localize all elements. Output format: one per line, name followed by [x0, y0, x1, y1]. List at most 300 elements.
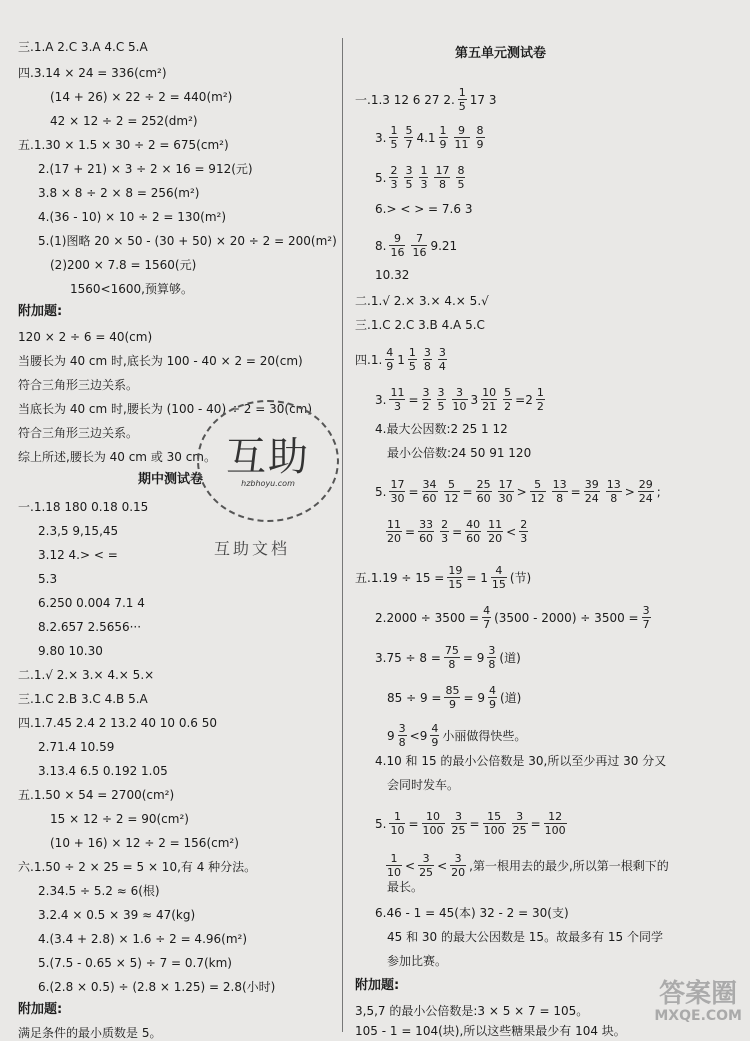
fraction-denominator: 8	[610, 492, 618, 505]
text-segment: 附加题:	[355, 978, 400, 993]
fraction-denominator: 5	[457, 178, 465, 191]
fraction-numerator: 4	[483, 604, 491, 617]
text-segment: =	[408, 392, 419, 407]
left-answer-line	[18, 690, 148, 707]
right-answer-line	[387, 684, 521, 711]
fraction	[386, 518, 402, 545]
fraction-numerator: 4	[386, 346, 394, 359]
fraction	[503, 386, 512, 413]
watermark-stamp	[197, 400, 339, 522]
fraction	[404, 164, 413, 191]
left-answer-line	[38, 594, 145, 611]
text-segment: 小丽做得快些。	[442, 728, 527, 743]
fraction-denominator: 25	[512, 824, 527, 837]
fraction	[552, 478, 568, 505]
text-segment: ,第一根用去的最少,所以第一根剩下的	[469, 858, 669, 873]
text-segment: 期中测试卷	[138, 472, 204, 487]
text-segment: =	[462, 484, 473, 499]
fraction-numerator: 3	[418, 852, 434, 866]
fraction-denominator: 4	[438, 360, 446, 373]
fraction-denominator: 2	[536, 400, 544, 413]
watermark-title: 互助	[226, 433, 310, 480]
text-segment: (3500 - 2000) ÷ 3500 =	[494, 610, 639, 625]
left-answer-line	[50, 834, 239, 851]
fraction-denominator: 21	[482, 400, 497, 413]
fraction-denominator: 9	[476, 138, 484, 151]
text-segment: 85 ÷ 9 =	[387, 690, 442, 705]
fraction	[498, 478, 514, 505]
fraction-numerator: 3	[488, 644, 496, 657]
fraction	[447, 564, 463, 591]
fraction-numerator: 2	[390, 164, 398, 177]
text-segment: (2)200 × 7.8 = 1560(元)	[50, 257, 197, 272]
text-segment: 四.3.14 × 24 = 336(cm²)	[18, 65, 167, 80]
fraction-numerator: 11	[387, 518, 401, 531]
fraction	[439, 124, 448, 151]
right-answer-line	[387, 776, 459, 793]
fraction-denominator: 5	[408, 360, 416, 373]
fraction	[451, 810, 467, 837]
left-answer-line	[18, 136, 229, 153]
fraction	[423, 346, 432, 373]
left-answer-line	[38, 570, 57, 587]
fraction-denominator: 8	[488, 658, 496, 671]
fraction-denominator: 10	[387, 866, 401, 879]
fraction-denominator: 7	[405, 138, 413, 151]
fraction-denominator: 100	[483, 824, 505, 837]
fraction-denominator: 3	[393, 400, 401, 413]
fraction-denominator: 3	[441, 532, 449, 545]
text-segment: (道)	[499, 690, 522, 705]
text-segment: 综上所述,腰长为 40 cm 或 30 cm。	[18, 449, 217, 464]
fraction	[530, 478, 546, 505]
fraction-denominator: 20	[451, 866, 466, 879]
left-answer-line	[38, 930, 247, 947]
left-answer-line	[18, 448, 216, 465]
right-answer-line	[375, 904, 569, 921]
text-segment: 8.	[375, 238, 387, 253]
right-answer-line	[375, 164, 468, 191]
text-segment: 15 × 12 ÷ 2 = 90(cm²)	[50, 811, 189, 826]
fraction-denominator: 25	[419, 866, 434, 879]
text-segment: =	[405, 524, 416, 539]
text-segment: 1560<1600,预算够。	[70, 281, 193, 296]
text-segment: 3	[470, 392, 479, 407]
left-answer-line	[18, 858, 256, 875]
fraction	[481, 386, 497, 413]
fraction-numerator: 4	[431, 722, 439, 735]
fraction-denominator: 9	[431, 736, 439, 749]
right-answer-line	[375, 386, 548, 413]
fraction-denominator: 25	[451, 824, 466, 837]
fraction	[465, 518, 481, 545]
fraction	[488, 684, 497, 711]
left-answer-line	[18, 376, 138, 393]
fraction	[385, 346, 394, 373]
text-segment: >	[624, 484, 635, 499]
right-answer-line	[375, 124, 488, 151]
text-segment: 五.1.19 ÷ 15 =	[355, 570, 445, 585]
fraction-numerator: 11	[390, 386, 405, 399]
text-segment: 最长。	[387, 879, 424, 894]
fraction	[458, 86, 467, 113]
text-segment: =	[452, 524, 463, 539]
right-answer-line	[375, 752, 666, 769]
fraction	[456, 164, 465, 191]
left-answer-line	[38, 232, 337, 249]
text-segment: 9	[387, 728, 395, 743]
text-segment: 2.2000 ÷ 3500 =	[375, 610, 480, 625]
left-answer-line	[38, 184, 200, 201]
left-answer-line	[18, 1024, 161, 1041]
fraction-numerator: 2	[441, 518, 449, 531]
text-segment: 附加题:	[18, 304, 63, 319]
text-segment: <9	[409, 728, 428, 743]
fraction-numerator: 39	[584, 478, 599, 491]
fraction	[440, 518, 449, 545]
left-answer-line	[18, 352, 303, 369]
fraction-denominator: 2	[422, 400, 430, 413]
right-answer-line	[455, 46, 546, 63]
corner-logo	[654, 980, 742, 1024]
fraction	[536, 386, 545, 413]
text-segment: ;	[656, 484, 661, 499]
right-answer-line	[387, 444, 531, 461]
fraction-denominator: 9	[488, 698, 496, 711]
text-segment: 2.3,5 9,15,45	[38, 523, 119, 538]
text-segment: <	[506, 524, 517, 539]
text-segment: 9.21	[430, 238, 458, 253]
fraction-numerator: 3	[423, 346, 431, 359]
right-answer-line	[355, 1022, 626, 1039]
fraction-denominator: 3	[420, 178, 428, 191]
fraction-numerator: 19	[448, 564, 463, 577]
text-segment: 120 × 2 ÷ 6 = 40(cm)	[18, 329, 153, 344]
text-segment: 3.	[375, 392, 387, 407]
fraction	[512, 810, 528, 837]
watermark-doc-label: 互助文档	[214, 539, 291, 558]
text-segment: 9.80 10.30	[38, 643, 103, 658]
fraction	[422, 386, 431, 413]
right-answer-line	[387, 878, 423, 895]
text-segment: 3,5,7 的最小公倍数是:3 × 5 × 7 = 105。	[355, 1003, 589, 1018]
right-answer-line	[355, 1002, 588, 1019]
fraction-denominator: 2	[504, 400, 512, 413]
fraction	[487, 518, 503, 545]
text-segment: 45 和 30 的最大公因数是 15。故最多有 15 个同学	[387, 929, 663, 944]
fraction	[389, 386, 405, 413]
left-answer-line	[18, 424, 138, 441]
fraction-denominator: 8	[556, 492, 564, 505]
fraction	[519, 518, 528, 545]
watermark-url: hzbhoyu.com	[241, 478, 295, 488]
fraction-denominator: 60	[476, 492, 491, 505]
text-segment: = 1	[466, 570, 488, 585]
right-answer-line	[355, 292, 489, 309]
fraction-denominator: 16	[390, 246, 405, 259]
fraction	[389, 124, 398, 151]
left-answer-line	[38, 546, 118, 563]
fraction-denominator: 16	[412, 246, 427, 259]
fraction-numerator: 4	[491, 564, 507, 578]
fraction-numerator: 12	[544, 810, 567, 824]
fraction	[422, 478, 438, 505]
text-segment: (节)	[509, 570, 532, 585]
text-segment: 第五单元测试卷	[455, 46, 547, 61]
fraction-numerator: 5	[504, 386, 512, 399]
text-segment: = 9	[462, 650, 485, 665]
fraction-numerator: 13	[552, 478, 567, 491]
fraction	[606, 478, 622, 505]
fraction-numerator: 3	[450, 852, 466, 866]
fraction-denominator: 30	[498, 492, 513, 505]
left-answer-line	[38, 954, 232, 971]
fraction-numerator: 3	[512, 810, 528, 824]
right-answer-line	[387, 928, 663, 945]
right-answer-line	[375, 266, 409, 283]
fraction	[430, 722, 439, 749]
text-segment: = 9	[463, 690, 485, 705]
fraction-numerator: 13	[606, 478, 621, 491]
text-segment: 6.(2.8 × 0.5) ÷ (2.8 × 1.25) = 2.8(小时)	[38, 979, 276, 994]
right-answer-line	[355, 564, 531, 591]
text-segment: =	[408, 484, 419, 499]
fraction-numerator: 25	[476, 478, 491, 491]
fraction	[419, 164, 428, 191]
fraction-numerator: 34	[422, 478, 437, 491]
fraction	[418, 852, 434, 879]
left-answer-line	[18, 666, 154, 683]
text-segment: 参加比赛。	[387, 953, 448, 968]
text-segment: 符合三角形三边关系。	[18, 425, 139, 440]
text-segment: 当腰长为 40 cm 时,底长为 100 - 40 × 2 = 20(cm)	[18, 353, 303, 368]
fraction-denominator: 11	[454, 138, 469, 151]
fraction	[418, 518, 434, 545]
fraction-denominator: 7	[483, 618, 491, 631]
fraction-denominator: 100	[544, 824, 566, 837]
fraction-numerator: 85	[445, 684, 460, 697]
fraction-denominator: 8	[398, 736, 406, 749]
fraction-numerator: 8	[476, 124, 484, 137]
fraction-denominator: 5	[437, 400, 445, 413]
right-answer-line	[387, 722, 526, 749]
fraction-denominator: 24	[638, 492, 653, 505]
text-segment: 最小公倍数:24 50 91 120	[387, 445, 532, 460]
fraction-denominator: 30	[390, 492, 405, 505]
fraction-numerator: 3	[422, 386, 430, 399]
fraction-numerator: 1	[408, 346, 416, 359]
fraction-denominator: 9	[386, 360, 394, 373]
fraction	[404, 124, 413, 151]
text-segment: 3.2.4 × 0.5 × 39 ≈ 47(kg)	[38, 907, 196, 922]
right-answer-line	[375, 810, 570, 837]
fraction	[544, 810, 567, 837]
left-answer-line	[18, 304, 62, 321]
text-segment: 一.1.3 12 6 27 2.	[355, 92, 455, 107]
text-segment: 4.最大公因数:2 25 1 12	[375, 421, 508, 436]
fraction	[452, 386, 468, 413]
fraction-denominator: 10	[452, 400, 467, 413]
right-answer-line	[355, 86, 497, 113]
left-answer-line	[38, 978, 275, 995]
text-segment: 6.250 0.004 7.1 4	[38, 595, 145, 610]
fraction	[444, 478, 460, 505]
text-segment: 3.13.4 6.5 0.192 1.05	[38, 763, 168, 778]
fraction-numerator: 9	[389, 232, 405, 246]
left-answer-line	[18, 64, 167, 81]
fraction-denominator: 8	[438, 178, 446, 191]
text-segment: 4.(3.4 + 2.8) × 1.6 ÷ 2 = 4.96(m²)	[38, 931, 248, 946]
text-segment: 5.(7.5 - 0.65 × 5) ÷ 7 = 0.7(km)	[38, 955, 232, 970]
fraction	[476, 478, 492, 505]
fraction	[491, 564, 507, 591]
corner-logo-url: MXQE.COM	[654, 1008, 742, 1024]
text-segment: 10.32	[375, 267, 410, 282]
right-answer-line	[383, 852, 669, 879]
text-segment: =	[570, 484, 581, 499]
fraction-numerator: 5	[405, 124, 413, 137]
fraction-denominator: 15	[448, 578, 463, 591]
text-segment: 6.> < > = 7.6 3	[375, 201, 473, 216]
corner-logo-text: 答案圈	[659, 979, 738, 1009]
text-segment: 三.1.C 2.C 3.B 4.A 5.C	[355, 317, 485, 332]
left-answer-line	[38, 762, 168, 779]
fraction-denominator: 20	[488, 532, 503, 545]
fraction-denominator: 12	[444, 492, 459, 505]
column-divider	[342, 38, 343, 1032]
fraction-denominator: 5	[390, 138, 398, 151]
text-segment: 三.1.C 2.B 3.C 4.B 5.A	[18, 691, 148, 706]
fraction	[584, 478, 600, 505]
text-segment: 二.1.√ 2.× 3.× 4.× 5.×	[18, 667, 155, 682]
fraction-numerator: 1	[386, 852, 402, 866]
fraction-numerator: 1	[389, 810, 405, 824]
fraction-numerator: 3	[398, 722, 406, 735]
text-segment: 当底长为 40 cm 时,腰长为 (100 - 40) ÷ 2 = 30(cm)	[18, 401, 313, 416]
fraction-denominator: 8	[448, 658, 456, 671]
fraction-numerator: 3	[437, 386, 445, 399]
text-segment: 会同时发车。	[387, 777, 460, 792]
fraction-numerator: 5	[530, 478, 546, 492]
fraction-denominator: 60	[466, 532, 481, 545]
left-answer-line	[18, 328, 152, 345]
right-answer-line	[383, 518, 531, 545]
fraction-numerator: 11	[488, 518, 503, 531]
left-answer-line	[18, 714, 217, 731]
right-answer-line	[355, 316, 485, 333]
text-segment: 5.	[375, 484, 387, 499]
text-segment: 3.8 × 8 ÷ 2 × 8 = 256(m²)	[38, 185, 200, 200]
fraction	[386, 852, 402, 879]
fraction-denominator: 5	[458, 100, 466, 113]
fraction-numerator: 7	[411, 232, 427, 246]
fraction-numerator: 17	[390, 478, 405, 491]
fraction-numerator: 17	[498, 478, 513, 491]
left-answer-line	[18, 1002, 62, 1019]
left-answer-line	[50, 112, 198, 129]
left-answer-line	[50, 88, 232, 105]
text-segment: 105 - 1 = 104(块),所以这些糖果最少有 104 块。	[355, 1023, 626, 1038]
fraction-denominator: 9	[439, 138, 447, 151]
fraction	[482, 604, 491, 631]
fraction-numerator: 1	[536, 386, 544, 399]
left-answer-line	[18, 38, 148, 55]
left-answer-line	[18, 498, 148, 515]
text-segment: 2.(17 + 21) × 3 ÷ 2 × 16 = 912(元)	[38, 161, 253, 176]
fraction	[476, 124, 485, 151]
text-segment: 3.	[375, 130, 387, 145]
text-segment: 17 3	[469, 92, 497, 107]
left-answer-line	[70, 280, 193, 297]
left-answer-line	[138, 472, 203, 489]
fraction-numerator: 29	[638, 478, 653, 491]
fraction	[389, 164, 398, 191]
fraction	[483, 810, 506, 837]
right-answer-line	[375, 478, 661, 505]
text-segment: 五.1.50 × 54 = 2700(cm²)	[18, 787, 175, 802]
fraction	[454, 124, 470, 151]
text-segment: 附加题:	[18, 1002, 63, 1017]
text-segment: 满足条件的最小质数是 5。	[18, 1025, 162, 1040]
text-segment: 2.34.5 ÷ 5.2 ≈ 6(根)	[38, 883, 160, 898]
fraction	[450, 852, 466, 879]
fraction-denominator: 20	[387, 532, 401, 545]
left-answer-line	[18, 786, 174, 803]
text-segment: =	[469, 816, 480, 831]
text-segment: 5.	[375, 816, 387, 831]
fraction-denominator: 9	[448, 698, 456, 711]
right-answer-line	[355, 978, 399, 995]
text-segment: 2.71.4 10.59	[38, 739, 115, 754]
left-answer-line	[38, 642, 103, 659]
left-answer-line	[38, 882, 160, 899]
fraction-numerator: 3	[405, 164, 413, 177]
text-segment: =2	[515, 392, 533, 407]
fraction-numerator: 1	[439, 124, 447, 137]
fraction-denominator: 12	[530, 492, 545, 505]
fraction-numerator: 3	[452, 386, 468, 400]
fraction-denominator: 100	[422, 824, 444, 837]
text-segment: =	[530, 816, 541, 831]
fraction-numerator: 3	[451, 810, 467, 824]
fraction	[434, 164, 450, 191]
text-segment: 四.1.	[355, 352, 383, 367]
text-segment: 3.75 ÷ 8 =	[375, 650, 441, 665]
fraction	[422, 810, 445, 837]
text-segment: 5.	[375, 170, 387, 185]
fraction	[389, 478, 405, 505]
fraction	[638, 478, 654, 505]
fraction-denominator: 10	[390, 824, 405, 837]
right-answer-line	[387, 952, 447, 969]
text-segment: (道)	[499, 650, 521, 665]
left-answer-line	[38, 522, 118, 539]
fraction-numerator: 75	[444, 644, 459, 657]
text-segment: 8.2.657 2.5656···	[38, 619, 142, 634]
text-segment: <	[437, 858, 448, 873]
fraction-numerator: 15	[483, 810, 506, 824]
text-segment: 符合三角形三边关系。	[18, 377, 139, 392]
text-segment: 二.1.√ 2.× 3.× 4.× 5.√	[355, 293, 489, 308]
fraction-numerator: 1	[420, 164, 428, 177]
fraction-denominator: 24	[584, 492, 599, 505]
fraction-denominator: 5	[405, 178, 413, 191]
left-answer-line	[38, 160, 253, 177]
right-answer-line	[375, 200, 472, 217]
text-segment: <	[405, 858, 416, 873]
right-answer-line	[375, 604, 654, 631]
fraction-numerator: 33	[419, 518, 434, 531]
